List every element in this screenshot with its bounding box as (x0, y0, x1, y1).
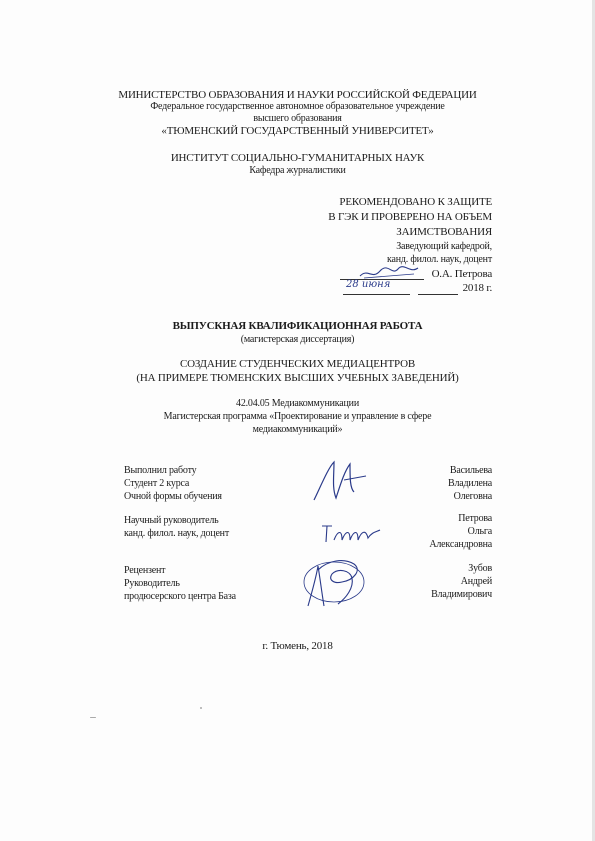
approval-head-title: Заведующий кафедрой, (396, 241, 492, 252)
supervisor-signature-icon (318, 520, 384, 546)
institution-line-2: высшего образования (253, 113, 342, 124)
supervisor-role-line-2: канд. филол. наук, доцент (124, 528, 230, 539)
head-name: О.А. Петрова (431, 268, 492, 280)
author-role-line-3: Очной формы обучения (124, 491, 222, 502)
date-day-line (343, 294, 410, 295)
work-type: ВЫПУСКНАЯ КВАЛИФИКАЦИОННАЯ РАБОТА (172, 320, 423, 332)
institute-name: ИНСТИТУТ СОЦИАЛЬНО-ГУМАНИТАРНЫХ НАУК (170, 152, 425, 164)
approval-line-1: РЕКОМЕНДОВАНО К ЗАЩИТЕ (339, 196, 492, 208)
author-signature-icon (310, 458, 368, 504)
author-patronymic: Олеговна (453, 491, 492, 502)
supervisor-patronymic: Александровна (429, 539, 492, 550)
reviewer-surname: Зубов (468, 563, 492, 574)
work-code: 42.04.05 Медиакоммуникации (236, 398, 359, 409)
department-name: Кафедра журналистики (249, 165, 346, 176)
reviewer-role-line-1: Рецензент (124, 565, 166, 576)
supervisor-surname: Петрова (458, 513, 492, 524)
author-role-line-1: Выполнил работу (124, 465, 197, 476)
supervisor-role-line-1: Научный руководитель (124, 515, 219, 526)
supervisor-first-name: Ольга (467, 526, 492, 537)
approval-line-2: В ГЭК И ПРОВЕРЕНО НА ОБЪЕМ (328, 211, 492, 223)
program-line-1: Магистерская программа «Проектирование и управление в сфере (163, 411, 432, 422)
institution-line-1: Федеральное государственное автономное образовательное учреждение (150, 101, 445, 112)
scan-speck (90, 717, 96, 718)
reviewer-patronymic: Владимирович (431, 589, 492, 600)
reviewer-role-line-2: Руководитель (124, 578, 180, 589)
approval-date-handwritten: 28 июня (346, 279, 391, 290)
approval-head-degree: канд. филол. наук, доцент (386, 254, 492, 265)
date-month-line (418, 294, 458, 295)
scan-speck (200, 707, 202, 709)
approval-year: 2018 г. (462, 282, 492, 294)
reviewer-role-line-3: продюсерского центра База (124, 591, 236, 602)
author-role-line-2: Студент 2 курса (124, 478, 190, 489)
work-title-line-1: СОЗДАНИЕ СТУДЕНЧЕСКИХ МЕДИАЦЕНТРОВ (180, 358, 415, 370)
ministry-line: МИНИСТЕРСТВО ОБРАЗОВАНИЯ И НАУКИ РОССИЙСКОЙ ФЕДЕРАЦИИ (118, 89, 477, 101)
author-first-name: Владилена (448, 478, 492, 489)
work-subtype: (магистерская диссертация) (240, 334, 355, 345)
reviewer-first-name: Андрей (460, 576, 492, 587)
university-name: «ТЮМЕНСКИЙ ГОСУДАРСТВЕННЫЙ УНИВЕРСИТЕТ» (161, 125, 434, 137)
author-surname: Васильева (449, 465, 492, 476)
city-year: г. Тюмень, 2018 (262, 640, 333, 652)
reviewer-signature-icon (298, 556, 370, 612)
approval-line-3: ЗАИМСТВОВАНИЯ (396, 226, 492, 238)
program-line-2: медиакоммуникаций» (252, 424, 343, 435)
work-title-line-2: (НА ПРИМЕРЕ ТЮМЕНСКИХ ВЫСШИХ УЧЕБНЫХ ЗАВЕДЕНИЙ) (136, 372, 459, 384)
